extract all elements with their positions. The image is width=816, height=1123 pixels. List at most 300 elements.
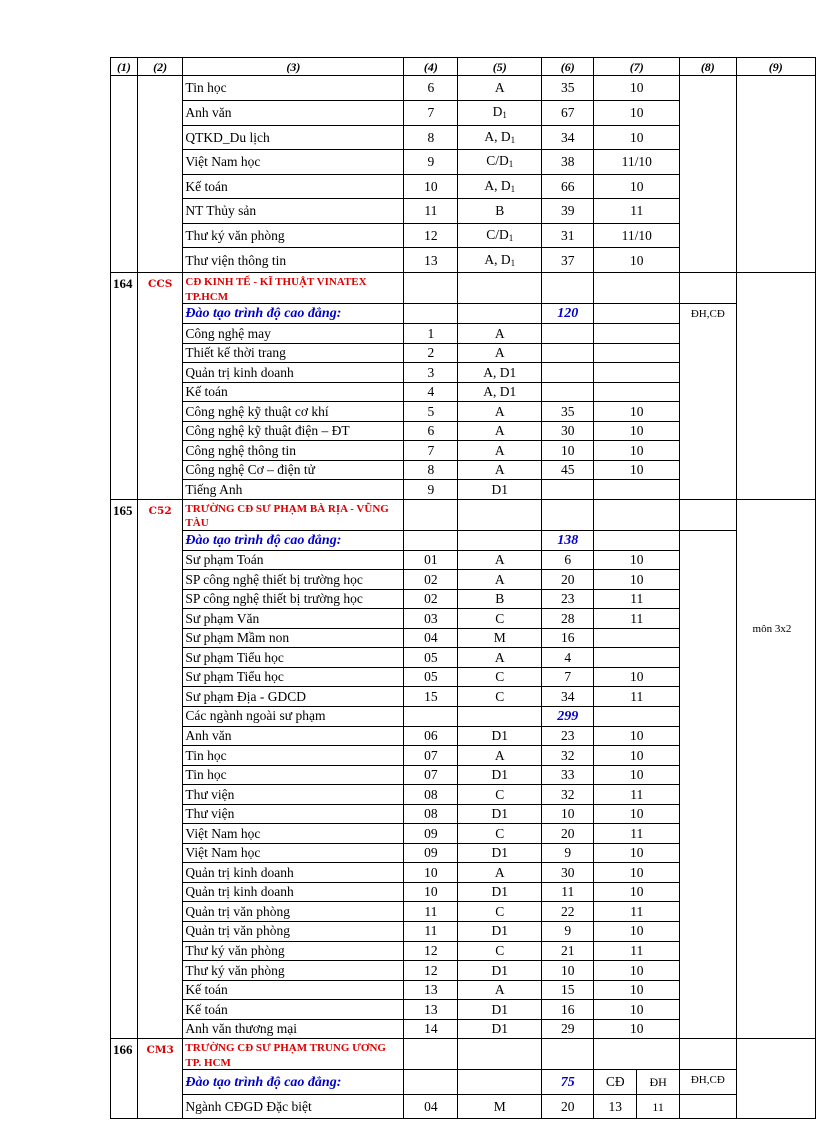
exam-block: M bbox=[458, 1094, 542, 1119]
quota: 30 bbox=[542, 421, 594, 441]
empty-cell bbox=[404, 273, 458, 304]
quota: 10 bbox=[542, 961, 594, 981]
min-score: 10 bbox=[594, 570, 680, 590]
empty-cell bbox=[458, 499, 542, 530]
training-total-text: 120 bbox=[557, 306, 579, 322]
major-code: 02 bbox=[404, 589, 458, 609]
exam-block-text: A bbox=[494, 345, 505, 361]
quota: 35 bbox=[542, 76, 594, 101]
exam-block-subscript: 1 bbox=[510, 134, 516, 145]
exam-block-subscript: 1 bbox=[508, 233, 514, 244]
no-cell bbox=[111, 248, 138, 273]
exam-block bbox=[458, 804, 542, 824]
empty-cell bbox=[458, 1039, 542, 1070]
empty-cell bbox=[680, 1094, 736, 1119]
major-name: Thư ký văn phòng bbox=[183, 223, 404, 248]
major-code: 13 bbox=[404, 980, 458, 1000]
quota: 21 bbox=[542, 941, 594, 961]
quota: 31 bbox=[542, 223, 594, 248]
exam-block bbox=[458, 628, 542, 648]
exam-block-text: A bbox=[494, 80, 505, 96]
major-code: 07 bbox=[404, 746, 458, 766]
major-name: SP công nghệ thiết bị trường học bbox=[183, 570, 404, 590]
score-dh: 11 bbox=[636, 1095, 679, 1119]
major-code: 10 bbox=[404, 174, 458, 199]
quota: 20 bbox=[542, 824, 594, 844]
exam-block bbox=[458, 863, 542, 883]
empty-cell bbox=[458, 706, 542, 726]
col-header-1: (1) bbox=[111, 58, 138, 76]
institution-code: CCS bbox=[137, 273, 183, 500]
major-name: Việt Nam học bbox=[183, 150, 404, 175]
training-row bbox=[111, 531, 816, 551]
quota: 32 bbox=[542, 785, 594, 805]
col-header-3: (3) bbox=[183, 58, 404, 76]
exam-block-text: A, D bbox=[484, 251, 511, 267]
exam-block bbox=[458, 843, 542, 863]
min-score: 10 bbox=[594, 863, 680, 883]
major-name: Quản trị kinh doanh bbox=[183, 863, 404, 883]
min-score: 11 bbox=[594, 824, 680, 844]
quota bbox=[542, 480, 594, 500]
score-cd: 13 bbox=[608, 1098, 622, 1114]
exam-block-text: C bbox=[495, 825, 505, 841]
level-cd: CĐ bbox=[605, 1074, 625, 1090]
institution-name bbox=[183, 1039, 404, 1070]
training-label-text: Đào tạo trình độ cao đẳng: bbox=[185, 306, 342, 322]
major-name: Công nghệ kỹ thuật cơ khí bbox=[183, 402, 404, 422]
major-code: 12 bbox=[404, 223, 458, 248]
exam-block-text: D1 bbox=[491, 1021, 508, 1037]
min-score: 10 bbox=[594, 667, 680, 687]
min-score: 11 bbox=[594, 941, 680, 961]
min-score-split bbox=[594, 1094, 680, 1119]
col-header-5: (5) bbox=[458, 58, 542, 76]
exam-block bbox=[458, 570, 542, 590]
major-name: Sư phạm Văn bbox=[183, 609, 404, 629]
empty-cell bbox=[404, 531, 458, 551]
exam-block bbox=[458, 667, 542, 687]
quota: 23 bbox=[542, 726, 594, 746]
min-score: 11 bbox=[594, 902, 680, 922]
min-score: 10 bbox=[594, 980, 680, 1000]
no-cell bbox=[111, 101, 138, 126]
min-score: 10 bbox=[594, 1000, 680, 1020]
col-header-6: (6) bbox=[542, 58, 594, 76]
quota: 30 bbox=[542, 863, 594, 883]
quota: 33 bbox=[542, 765, 594, 785]
table-row bbox=[111, 1094, 816, 1119]
min-score: 11 bbox=[594, 199, 680, 224]
exam-block bbox=[458, 382, 542, 402]
exam-block bbox=[458, 150, 542, 175]
training-row bbox=[111, 304, 816, 324]
exam-block bbox=[458, 550, 542, 570]
empty-cell bbox=[458, 273, 542, 304]
institution-name bbox=[183, 499, 404, 530]
major-name: Việt Nam học bbox=[183, 843, 404, 863]
major-code: 8 bbox=[404, 125, 458, 150]
no-cell bbox=[111, 150, 138, 175]
major-name: Công nghệ kỹ thuật điện – ĐT bbox=[183, 421, 404, 441]
major-name: Sư phạm Toán bbox=[183, 550, 404, 570]
institution-166-title bbox=[111, 1039, 816, 1070]
quota: 9 bbox=[542, 921, 594, 941]
training-total bbox=[542, 304, 594, 324]
major-code: 7 bbox=[404, 101, 458, 126]
training-total-text: 75 bbox=[560, 1074, 575, 1090]
level-split-header bbox=[594, 1070, 680, 1095]
col-header-7: (7) bbox=[594, 58, 680, 76]
empty-cell bbox=[680, 1039, 736, 1070]
exam-block-text: D bbox=[492, 104, 503, 120]
quota: 10 bbox=[542, 441, 594, 461]
quota: 23 bbox=[542, 589, 594, 609]
empty-cell bbox=[404, 304, 458, 324]
exam-block-text: D1 bbox=[491, 1001, 508, 1017]
code-cell bbox=[137, 150, 183, 175]
major-code: 6 bbox=[404, 76, 458, 101]
exam-block bbox=[458, 199, 542, 224]
empty-cell bbox=[458, 304, 542, 324]
min-score: 10 bbox=[594, 550, 680, 570]
quota bbox=[542, 324, 594, 344]
major-name: Kế toán bbox=[183, 1000, 404, 1020]
major-name: Kế toán bbox=[183, 980, 404, 1000]
major-name: Quản trị kinh doanh bbox=[183, 363, 404, 383]
no-cell bbox=[111, 76, 138, 101]
min-score: 11 bbox=[594, 687, 680, 707]
exam-block-subscript: 1 bbox=[510, 257, 516, 268]
exam-block-text: A bbox=[494, 552, 505, 568]
major-name: Tin học bbox=[183, 765, 404, 785]
min-score: 11 bbox=[594, 609, 680, 629]
level-dh: ĐH bbox=[636, 1070, 679, 1094]
exam-block-text: A bbox=[494, 325, 505, 341]
major-name: Thư viện bbox=[183, 804, 404, 824]
major-name: Tin học bbox=[183, 76, 404, 101]
note-cell bbox=[736, 1039, 815, 1070]
exam-block bbox=[458, 746, 542, 766]
exam-block bbox=[458, 589, 542, 609]
min-score: 10 bbox=[594, 843, 680, 863]
exam-block bbox=[458, 726, 542, 746]
quota: 16 bbox=[542, 1000, 594, 1020]
exam-block-text: A bbox=[494, 462, 505, 478]
non-pedagogy-total bbox=[542, 706, 594, 726]
col-header-4: (4) bbox=[404, 58, 458, 76]
institution-name-text: CĐ KINH TẾ - KĨ THUẬT VINATEX TP.HCM bbox=[185, 276, 367, 303]
exam-block-subscript: 1 bbox=[508, 159, 514, 170]
code-cell bbox=[137, 125, 183, 150]
non-pedagogy-label: Các ngành ngoài sư phạm bbox=[183, 706, 404, 726]
table-row bbox=[111, 76, 816, 101]
major-name: Việt Nam học bbox=[183, 824, 404, 844]
code-cell bbox=[137, 101, 183, 126]
note-cell bbox=[736, 1094, 815, 1119]
exam-block bbox=[458, 1000, 542, 1020]
training-label bbox=[183, 1070, 404, 1095]
exam-block bbox=[458, 460, 542, 480]
exam-block-text: C bbox=[495, 610, 505, 626]
major-code: 12 bbox=[404, 941, 458, 961]
col-header-2: (2) bbox=[137, 58, 183, 76]
code-cell bbox=[137, 223, 183, 248]
min-score: 10 bbox=[594, 961, 680, 981]
major-code: 1 bbox=[404, 324, 458, 344]
exam-block bbox=[458, 648, 542, 668]
exam-block-subscript: 1 bbox=[502, 110, 507, 121]
major-code: 08 bbox=[404, 804, 458, 824]
major-code: 13 bbox=[404, 248, 458, 273]
exam-block-text: C bbox=[495, 903, 505, 919]
exam-block bbox=[458, 174, 542, 199]
empty-cell bbox=[404, 1070, 458, 1095]
major-code: 12 bbox=[404, 961, 458, 981]
major-name: Quản trị kinh doanh bbox=[183, 882, 404, 902]
exam-block bbox=[458, 941, 542, 961]
exam-block bbox=[458, 980, 542, 1000]
institution-number: 165 bbox=[111, 499, 138, 1038]
min-score: 10 bbox=[594, 921, 680, 941]
admissions-table bbox=[110, 57, 816, 1119]
code-cell bbox=[137, 248, 183, 273]
exam-block-text: D1 bbox=[491, 884, 508, 900]
min-score bbox=[594, 480, 680, 500]
empty-cell bbox=[594, 304, 680, 324]
exam-block bbox=[458, 248, 542, 273]
min-score: 10 bbox=[594, 402, 680, 422]
major-name: Sư phạm Mầm non bbox=[183, 628, 404, 648]
major-code: 2 bbox=[404, 343, 458, 363]
exam-block-text: A bbox=[494, 747, 505, 763]
exam-block-text: D1 bbox=[491, 845, 508, 861]
major-code: 04 bbox=[404, 628, 458, 648]
exam-block-text: A, D1 bbox=[483, 384, 517, 400]
institution-code: CM3 bbox=[137, 1039, 183, 1119]
exam-block bbox=[458, 902, 542, 922]
min-score: 10 bbox=[594, 804, 680, 824]
empty-cell bbox=[594, 1039, 680, 1070]
header-row bbox=[111, 58, 816, 76]
min-score: 11/10 bbox=[594, 150, 680, 175]
exam-block-text: C bbox=[495, 943, 505, 959]
major-code: 10 bbox=[404, 882, 458, 902]
empty-cell bbox=[404, 706, 458, 726]
major-code: 4 bbox=[404, 382, 458, 402]
exam-block bbox=[458, 76, 542, 101]
major-code: 11 bbox=[404, 199, 458, 224]
quota: 10 bbox=[542, 804, 594, 824]
major-name: Thư ký văn phòng bbox=[183, 961, 404, 981]
code-cell bbox=[137, 174, 183, 199]
exam-block-text: D1 bbox=[491, 481, 508, 497]
quota: 66 bbox=[542, 174, 594, 199]
training-label bbox=[183, 531, 404, 551]
min-score: 10 bbox=[594, 76, 680, 101]
exam-block bbox=[458, 687, 542, 707]
exam-block-text: A bbox=[494, 423, 505, 439]
exam-block bbox=[458, 402, 542, 422]
training-label-text: Đào tạo trình độ cao đẳng: bbox=[185, 532, 342, 548]
major-code: 05 bbox=[404, 667, 458, 687]
empty-cell bbox=[542, 499, 594, 530]
institution-165-title bbox=[111, 499, 816, 530]
major-code: 02 bbox=[404, 570, 458, 590]
major-name: Anh văn thương mại bbox=[183, 1019, 404, 1039]
major-code: 8 bbox=[404, 460, 458, 480]
institution-number: 164 bbox=[111, 273, 138, 500]
exam-block-text: C/D bbox=[486, 153, 509, 169]
major-name: Sư phạm Địa - GDCD bbox=[183, 687, 404, 707]
major-code: 6 bbox=[404, 421, 458, 441]
exam-block-text: B bbox=[495, 591, 505, 607]
exam-block-text: A, D bbox=[484, 177, 511, 193]
no-cell bbox=[111, 223, 138, 248]
note-cell bbox=[736, 76, 815, 273]
min-score: 10 bbox=[594, 882, 680, 902]
major-code: 09 bbox=[404, 824, 458, 844]
quota: 16 bbox=[542, 628, 594, 648]
exam-block-text: A bbox=[494, 571, 505, 587]
quota: 32 bbox=[542, 746, 594, 766]
level-cell bbox=[680, 76, 736, 273]
major-name: NT Thủy sản bbox=[183, 199, 404, 224]
min-score bbox=[594, 324, 680, 344]
min-score bbox=[594, 648, 680, 668]
quota: 39 bbox=[542, 199, 594, 224]
major-code: 01 bbox=[404, 550, 458, 570]
major-name: Thiết kế thời trang bbox=[183, 343, 404, 363]
note-cell bbox=[736, 273, 815, 304]
exam-block bbox=[458, 324, 542, 344]
min-score: 10 bbox=[594, 174, 680, 199]
quota bbox=[542, 382, 594, 402]
exam-block-text: A bbox=[494, 864, 505, 880]
major-name: Công nghệ thông tin bbox=[183, 441, 404, 461]
exam-block bbox=[458, 421, 542, 441]
note-cell bbox=[736, 1070, 815, 1095]
quota: 38 bbox=[542, 150, 594, 175]
major-code: 09 bbox=[404, 843, 458, 863]
major-code: 13 bbox=[404, 1000, 458, 1020]
institution-number: 166 bbox=[111, 1039, 138, 1119]
note-cell bbox=[736, 304, 815, 499]
no-cell bbox=[111, 199, 138, 224]
min-score: 10 bbox=[594, 726, 680, 746]
exam-block bbox=[458, 223, 542, 248]
major-code: 11 bbox=[404, 921, 458, 941]
quota: 29 bbox=[542, 1019, 594, 1039]
major-name: Quản trị văn phòng bbox=[183, 902, 404, 922]
exam-block bbox=[458, 125, 542, 150]
empty-cell bbox=[594, 706, 680, 726]
major-name: Thư ký văn phòng bbox=[183, 941, 404, 961]
quota: 4 bbox=[542, 648, 594, 668]
exam-block-text: A, D bbox=[484, 128, 511, 144]
major-code: 14 bbox=[404, 1019, 458, 1039]
min-score bbox=[594, 343, 680, 363]
major-code: 04 bbox=[404, 1094, 458, 1119]
min-score: 11 bbox=[594, 589, 680, 609]
major-name: Anh văn bbox=[183, 726, 404, 746]
quota: 37 bbox=[542, 248, 594, 273]
exam-block bbox=[458, 101, 542, 126]
empty-cell bbox=[542, 273, 594, 304]
col-header-8: (8) bbox=[680, 58, 736, 76]
min-score bbox=[594, 382, 680, 402]
exam-block-text: D1 bbox=[491, 767, 508, 783]
exam-block bbox=[458, 480, 542, 500]
empty-cell bbox=[458, 531, 542, 551]
major-code: 07 bbox=[404, 765, 458, 785]
exam-block bbox=[458, 363, 542, 383]
major-name: Sư phạm Tiểu học bbox=[183, 667, 404, 687]
quota: 22 bbox=[542, 902, 594, 922]
min-score: 10 bbox=[594, 460, 680, 480]
quota: 15 bbox=[542, 980, 594, 1000]
exam-block bbox=[458, 921, 542, 941]
quota: 28 bbox=[542, 609, 594, 629]
quota: 6 bbox=[542, 550, 594, 570]
exam-block bbox=[458, 961, 542, 981]
min-score: 10 bbox=[594, 125, 680, 150]
quota: 34 bbox=[542, 125, 594, 150]
quota: 9 bbox=[542, 843, 594, 863]
no-cell bbox=[111, 174, 138, 199]
min-score bbox=[594, 628, 680, 648]
training-total bbox=[542, 1070, 594, 1095]
exam-block-text: A bbox=[494, 982, 505, 998]
major-name: Thư viện thông tin bbox=[183, 248, 404, 273]
major-name: Thư viện bbox=[183, 785, 404, 805]
empty-cell bbox=[594, 273, 680, 304]
exam-block-text: D1 bbox=[491, 806, 508, 822]
major-name: Ngành CĐGD Đặc biệt bbox=[183, 1094, 404, 1119]
exam-block-text: A bbox=[494, 442, 505, 458]
training-label-text: Đào tạo trình độ cao đẳng: bbox=[185, 1074, 342, 1090]
min-score: 11 bbox=[594, 785, 680, 805]
code-cell bbox=[137, 76, 183, 101]
exam-block bbox=[458, 765, 542, 785]
min-score bbox=[594, 363, 680, 383]
note-cell bbox=[736, 499, 815, 530]
major-code: 9 bbox=[404, 480, 458, 500]
exam-block-text: A bbox=[494, 649, 505, 665]
quota: 45 bbox=[542, 460, 594, 480]
level-cell bbox=[680, 531, 736, 1039]
exam-block bbox=[458, 785, 542, 805]
exam-block-text: D1 bbox=[491, 923, 508, 939]
exam-block-text: C bbox=[495, 669, 505, 685]
quota: 34 bbox=[542, 687, 594, 707]
quota: 20 bbox=[542, 570, 594, 590]
major-name: Kế toán bbox=[183, 382, 404, 402]
quota: 67 bbox=[542, 101, 594, 126]
training-total-text: 138 bbox=[557, 532, 579, 548]
exam-block-text: C bbox=[495, 786, 505, 802]
major-code: 06 bbox=[404, 726, 458, 746]
non-pedagogy-total-text: 299 bbox=[557, 708, 579, 724]
quota: 20 bbox=[542, 1094, 594, 1119]
empty-cell bbox=[594, 531, 680, 551]
major-code: 15 bbox=[404, 687, 458, 707]
min-score: 10 bbox=[594, 101, 680, 126]
exam-block-text: A, D1 bbox=[483, 364, 517, 380]
empty-cell bbox=[404, 499, 458, 530]
col-header-9: (9) bbox=[736, 58, 815, 76]
min-score: 10 bbox=[594, 441, 680, 461]
